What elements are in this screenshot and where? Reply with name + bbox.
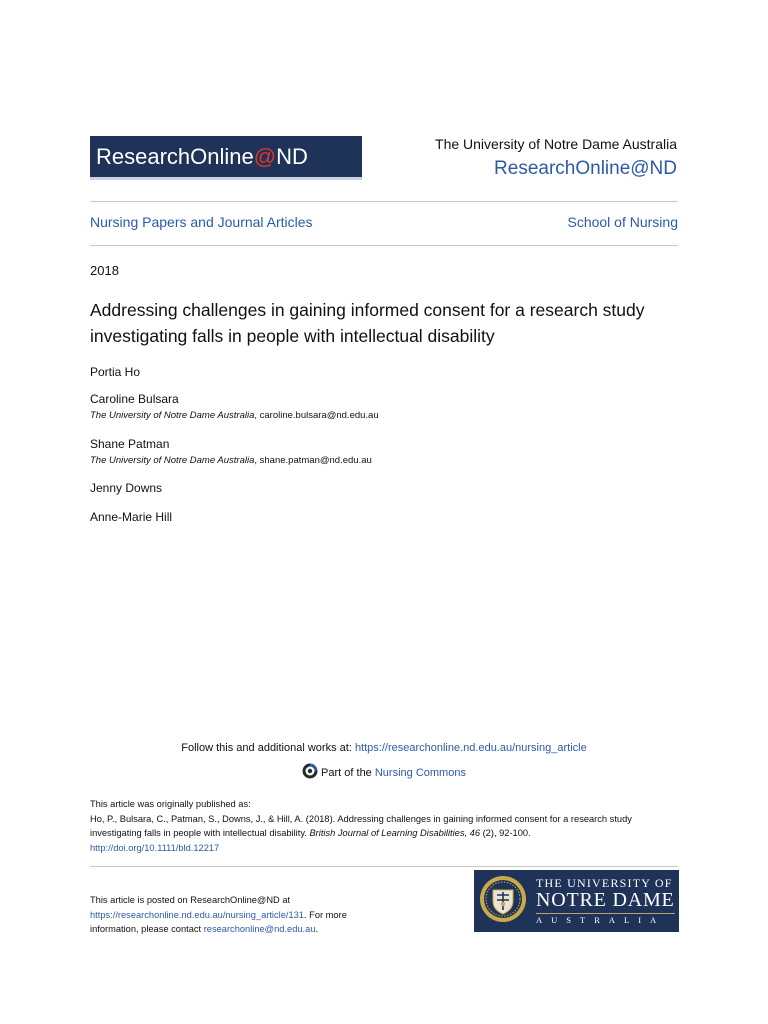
author-affiliation: [90, 410, 379, 421]
collection-nav: [90, 214, 678, 230]
journal-name: British Journal of Learning Disabilities, 46: [309, 828, 480, 838]
posting-mid: . For more information, please contact: [90, 909, 347, 934]
affiliation-name: The University of Notre Dame Australia: [90, 410, 255, 421]
citation: [90, 812, 680, 841]
author-name: Jenny Downs: [90, 481, 163, 495]
part-of-text: Part of the: [321, 767, 375, 779]
divider-nav: [90, 245, 678, 246]
follow-url-link[interactable]: https://researchonline.nd.edu.au/nursing_article: [354, 742, 587, 754]
contact-email-link[interactable]: researchonline@nd.edu.au: [203, 924, 316, 934]
posting-end: .: [315, 924, 319, 934]
article-url-link[interactable]: https://researchonline.nd.edu.au/nursing_article/131: [90, 909, 304, 920]
logo-at: @: [253, 144, 277, 169]
author-affiliation: [90, 455, 372, 466]
follow-line: [0, 742, 768, 754]
university-crest-icon: [478, 874, 528, 929]
logo-prefix: ResearchOnline: [96, 144, 254, 169]
publication-year: 2018: [90, 263, 119, 278]
logo-suffix: ND: [276, 144, 308, 169]
university-wordmark: [536, 877, 675, 926]
author-name: Anne-Marie Hill: [90, 510, 173, 524]
citation-text: Ho, P., Bulsara, C., Patman, S., Downs, J., & Hill, A. (2018). Addressing challenges in gaining informed consent for a research study investigating falls in people with intellectual disability.: [90, 813, 632, 838]
collection-link[interactable]: Nursing Papers and Journal Articles: [90, 214, 313, 230]
doi-link[interactable]: http://doi.org/10.1111/bld.12217: [90, 842, 220, 853]
author-name: Shane Patman: [90, 437, 170, 451]
wordmark-line1: THE UNIVERSITY OF: [536, 875, 673, 890]
part-of-line: [0, 763, 768, 779]
nursing-commons-link[interactable]: Nursing Commons: [374, 767, 466, 779]
university-name: The University of Notre Dame Australia: [435, 136, 677, 152]
divider-top: [90, 201, 678, 202]
commons-icon: [302, 763, 318, 779]
posting-info: [90, 893, 390, 937]
divider-bottom: [90, 866, 678, 867]
posting-line: This article is posted on ResearchOnline@ND at: [90, 895, 291, 905]
school-link[interactable]: School of Nursing: [567, 214, 678, 230]
repository-link[interactable]: ResearchOnline@ND: [494, 158, 677, 179]
article-title: Addressing challenges in gaining informed consent for a research study investigating falls in people with intellectual disability: [90, 300, 645, 346]
author-name: Portia Ho: [90, 365, 141, 379]
author-email: , caroline.bulsara@nd.edu.au: [254, 410, 379, 421]
wordmark-line3: AUSTRALIA: [536, 913, 675, 926]
notre-dame-logo[interactable]: [474, 870, 679, 932]
publication-info: [90, 797, 680, 855]
affiliation-name: The University of Notre Dame Australia: [90, 455, 255, 466]
citation-details: (2), 92-100.: [480, 828, 531, 838]
author-name: Caroline Bulsara: [90, 392, 179, 406]
author-email: , shane.patman@nd.edu.au: [254, 455, 372, 466]
publication-intro: This article was originally published as:: [90, 799, 251, 809]
follow-text: Follow this and additional works at:: [181, 742, 355, 754]
wordmark-line2: NOTRE DAME: [536, 888, 675, 911]
researchonline-logo[interactable]: [90, 136, 362, 180]
